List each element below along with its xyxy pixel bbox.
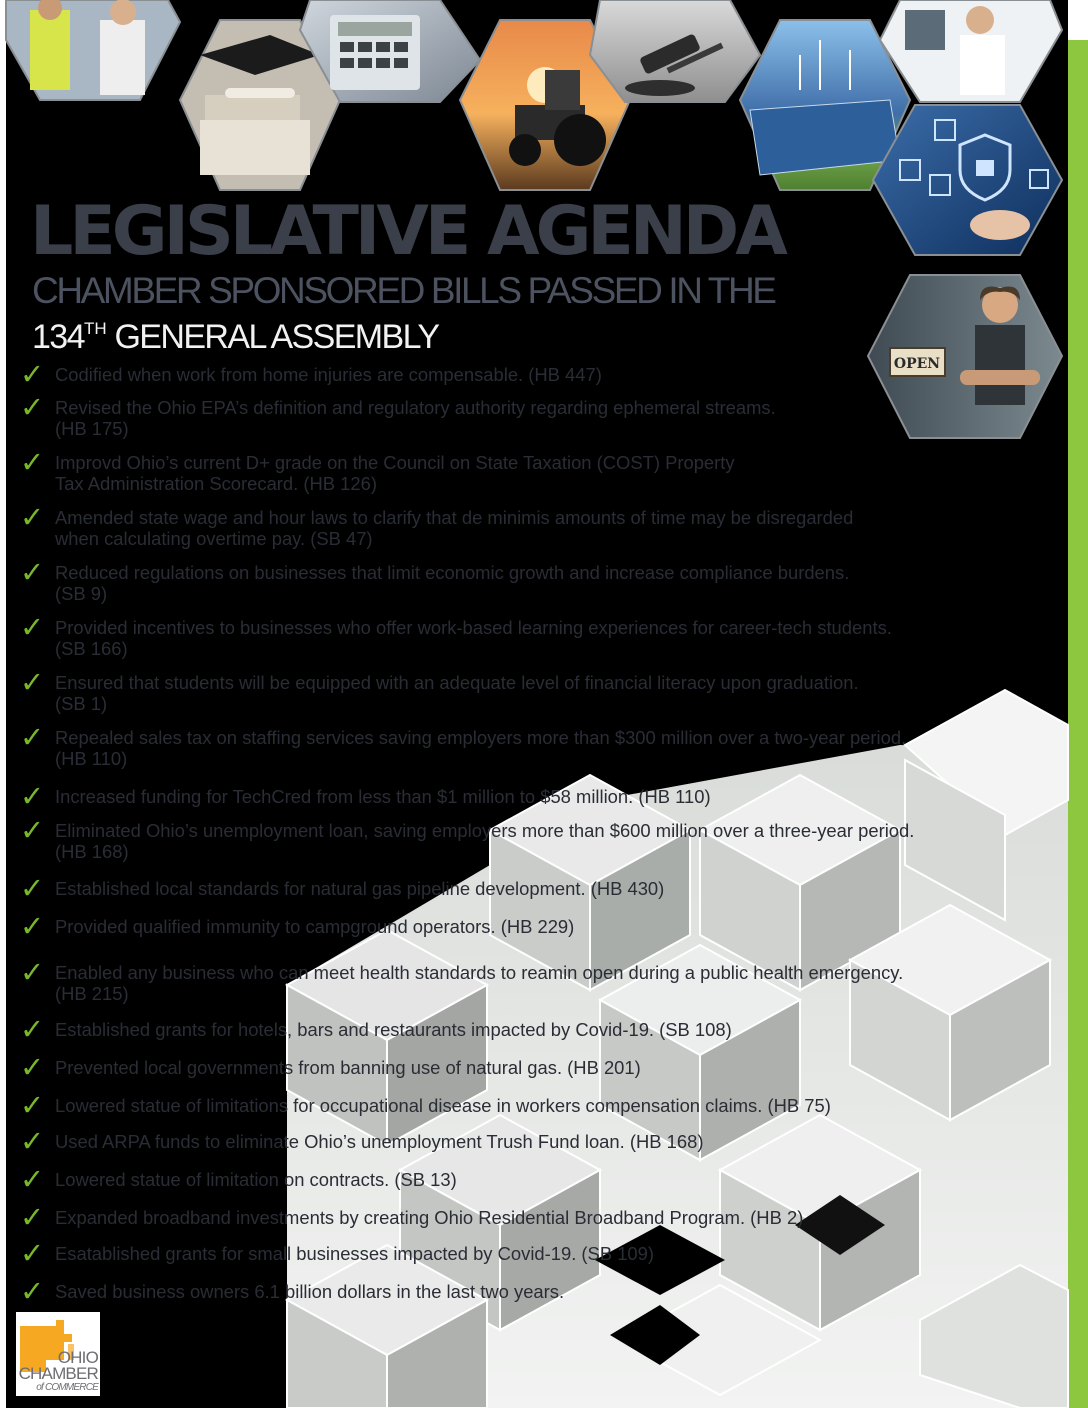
bill-text: Provided incentives to businesses who offer work-based learning experiences for career-tech students. (SB 166) bbox=[55, 617, 892, 659]
logo-line-commerce: of COMMERCE bbox=[36, 1382, 98, 1393]
checkmark-icon: ✓ bbox=[20, 1236, 45, 1270]
checkmark-icon: ✓ bbox=[20, 955, 45, 989]
bill-text: Saved business owners 6.1 billion dollars in the last two years. bbox=[55, 1281, 565, 1302]
bill-text: Used ARPA funds to eliminate Ohio’s unemployment Trush Fund loan. (HB 168) bbox=[55, 1131, 704, 1152]
checkmark-icon: ✓ bbox=[20, 500, 45, 534]
bill-text: Repealed sales tax on staffing services saving employers more than $300 million over a two-year period. (HB 110) bbox=[55, 727, 907, 769]
ohio-chamber-logo bbox=[16, 1312, 100, 1396]
checkmark-icon: ✓ bbox=[20, 555, 45, 589]
checkmark-icon: ✓ bbox=[20, 610, 45, 644]
bill-text: Lowered statue of limitation on contracts. (SB 13) bbox=[55, 1169, 457, 1190]
bill-text: Prevented local governments from banning use of natural gas. (HB 201) bbox=[55, 1057, 641, 1078]
assembly-heading-rest: GENERAL ASSEMBLY bbox=[106, 318, 439, 356]
bill-text: Provided qualified immunity to campground operators. (HB 229) bbox=[55, 916, 575, 937]
open-sign-text: OPEN bbox=[893, 356, 941, 372]
bill-text: Improvd Ohio’s current D+ grade on the Council on State Taxation (COST) Property Tax Administration Scorecard. (HB 126) bbox=[55, 452, 735, 494]
bill-text: Lowered statue of limitations for occupational disease in workers compensation claims. (HB 75) bbox=[55, 1095, 831, 1116]
logo-line-chamber: CHAMBER bbox=[18, 1364, 98, 1383]
checkmark-icon: ✓ bbox=[20, 1012, 45, 1046]
bill-text: Established local standards for natural gas pipeline development. (HB 430) bbox=[55, 878, 665, 899]
checkmark-icon: ✓ bbox=[20, 357, 45, 391]
checkmark-icon: ✓ bbox=[20, 779, 45, 813]
checkmark-icon: ✓ bbox=[20, 1162, 45, 1196]
bill-text: Eliminated Ohio’s unemployment loan, saving employers more than $600 million over a three-year period. (HB 168) bbox=[55, 820, 915, 862]
bill-text: Reduced regulations on businesses that limit economic growth and increase compliance burdens. (SB 9) bbox=[55, 562, 850, 604]
photo-construction-workers bbox=[6, 0, 180, 100]
page-title: LEGISLATIVE AGENDA bbox=[30, 192, 784, 271]
logo-line-ohio: OHIO bbox=[57, 1348, 98, 1367]
checkmark-icon: ✓ bbox=[20, 1050, 45, 1084]
general-assembly-heading bbox=[32, 310, 438, 356]
bill-text: Established grants for hotels, bars and restaurants impacted by Covid-19. (SB 108) bbox=[55, 1019, 732, 1040]
checkmark-icon: ✓ bbox=[20, 1274, 45, 1308]
bill-text: Increased funding for TechCred from less than $1 million to $58 million. (HB 110) bbox=[55, 786, 711, 807]
page-subtitle: CHAMBER SPONSORED BILLS PASSED IN THE bbox=[32, 270, 775, 311]
checkmark-icon: ✓ bbox=[20, 390, 45, 424]
assembly-number: 134 bbox=[32, 318, 84, 356]
bill-text: Ensured that students will be equipped with an adequate level of financial literacy upon graduation. (SB 1) bbox=[55, 672, 859, 714]
photo-cybersecurity bbox=[873, 105, 1062, 255]
bill-text: Codified when work from home injuries are compensable. (HB 447) bbox=[55, 364, 602, 385]
assembly-ordinal-suffix: TH bbox=[83, 319, 107, 338]
checkmark-icon: ✓ bbox=[20, 813, 45, 847]
checkmark-icon: ✓ bbox=[20, 909, 45, 943]
bill-text: Amended state wage and hour laws to clarify that de minimis amounts of time may be disregarded when calculating overtime pay. (SB 47) bbox=[55, 507, 854, 549]
bill-text: Revised the Ohio EPA’s definition and regulatory authority regarding ephemeral streams. (HB 175) bbox=[55, 397, 776, 439]
checkmark-icon: ✓ bbox=[20, 1124, 45, 1158]
bill-text: Enabled any business who can meet health standards to reamin open during a public health emergency. (HB 215) bbox=[55, 962, 904, 1004]
checkmark-icon: ✓ bbox=[20, 871, 45, 905]
bill-text: Esatablished grants for small businesses impacted by Covid-19. (SB 109) bbox=[55, 1243, 655, 1264]
bill-text: Expanded broadband investments by creating Ohio Residential Broadband Program. (HB 2) bbox=[55, 1207, 804, 1228]
checkmark-icon: ✓ bbox=[20, 720, 45, 754]
photo-doctors-xray bbox=[880, 0, 1062, 102]
checkmark-icon: ✓ bbox=[20, 445, 45, 479]
checkmark-icon: ✓ bbox=[20, 1088, 45, 1122]
checkmark-icon: ✓ bbox=[20, 1200, 45, 1234]
photo-judge-gavel bbox=[590, 0, 760, 102]
checkmark-icon: ✓ bbox=[20, 665, 45, 699]
